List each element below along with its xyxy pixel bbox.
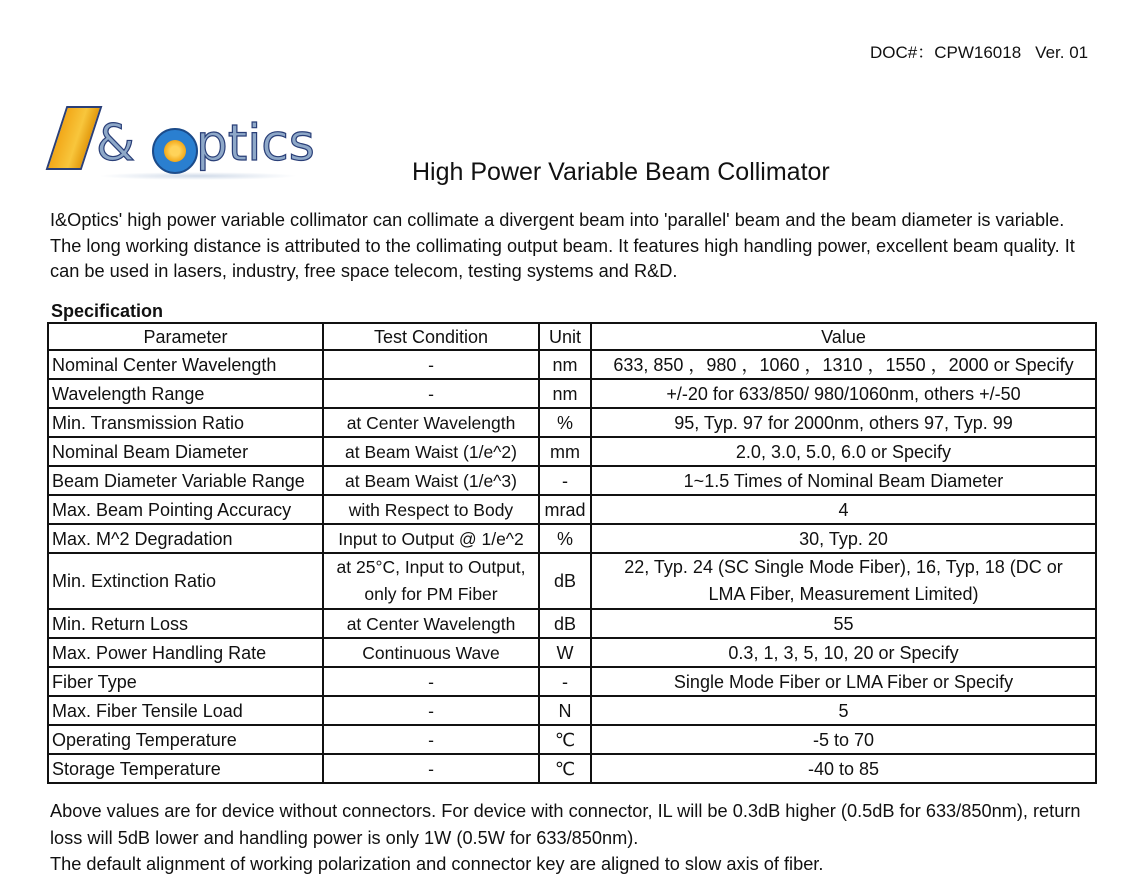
table-row: [48, 408, 1096, 437]
value-cell: 0.3, 1, 3, 5, 10, 20 or Specify: [591, 638, 1096, 667]
value-cell: 55: [591, 609, 1096, 638]
parameter-cell: Min. Extinction Ratio: [48, 553, 323, 609]
header-unit: Unit: [539, 323, 591, 350]
table-row: [48, 350, 1096, 379]
condition-cell: -: [323, 725, 539, 754]
company-logo: [48, 100, 318, 190]
table-row: [48, 667, 1096, 696]
value-cell: Single Mode Fiber or LMA Fiber or Specify: [591, 667, 1096, 696]
unit-cell: nm: [539, 379, 591, 408]
parameter-cell: Storage Temperature: [48, 754, 323, 783]
document-number-header: [870, 38, 1088, 63]
value-cell: 4: [591, 495, 1096, 524]
parameter-cell: Min. Transmission Ratio: [48, 408, 323, 437]
notes-section: [50, 798, 1110, 878]
unit-cell: dB: [539, 553, 591, 609]
condition-cell: Input to Output @ 1/e^2: [323, 524, 539, 553]
value-line: 22, Typ. 24 (SC Single Mode Fiber), 16, Typ, 18 (DC or: [624, 557, 1063, 577]
unit-cell: %: [539, 524, 591, 553]
parameter-cell: Fiber Type: [48, 667, 323, 696]
condition-cell: Continuous Wave: [323, 638, 539, 667]
unit-cell: W: [539, 638, 591, 667]
intro-paragraph: I&Optics' high power variable collimator can collimate a divergent beam into 'parallel' beam and the beam diameter is variable. The long working distance is attributed to the collimating output beam. It features high handling power, excellent beam quality. It can be used in lasers, industry, free space telecom, testing systems and R&D.: [50, 210, 1075, 281]
header-value: Value: [591, 323, 1096, 350]
condition-cell: -: [323, 667, 539, 696]
parameter-cell: Max. Beam Pointing Accuracy: [48, 495, 323, 524]
parameter-cell: Max. M^2 Degradation: [48, 524, 323, 553]
parameter-cell: Beam Diameter Variable Range: [48, 466, 323, 495]
unit-cell: -: [539, 667, 591, 696]
condition-line: at 25°C, Input to Output,: [336, 557, 526, 577]
value-cell: [591, 553, 1096, 609]
parameter-cell: Nominal Beam Diameter: [48, 437, 323, 466]
parameter-cell: Nominal Center Wavelength: [48, 350, 323, 379]
condition-line: only for PM Fiber: [364, 584, 498, 604]
logo-shadow: [98, 172, 298, 180]
unit-cell: mrad: [539, 495, 591, 524]
table-row: [48, 524, 1096, 553]
value-cell: 30, Typ. 20: [591, 524, 1096, 553]
logo-o-circle-icon: [152, 128, 198, 174]
value-cell: 633, 850 ，980 ，1060 ，1310 ，1550 ，2000 or Specify: [591, 350, 1096, 379]
unit-cell: dB: [539, 609, 591, 638]
table-row: [48, 553, 1096, 609]
table-row: [48, 466, 1096, 495]
condition-cell: -: [323, 379, 539, 408]
value-cell: 5: [591, 696, 1096, 725]
table-row: [48, 638, 1096, 667]
value-cell: -5 to 70: [591, 725, 1096, 754]
table-header-row: [48, 323, 1096, 350]
condition-cell: at Beam Waist (1/e^3): [323, 466, 539, 495]
document-version: Ver. 01: [1035, 43, 1089, 62]
unit-cell: mm: [539, 437, 591, 466]
parameter-cell: Min. Return Loss: [48, 609, 323, 638]
value-cell: 2.0, 3.0, 5.0, 6.0 or Specify: [591, 437, 1096, 466]
header-parameter: Parameter: [48, 323, 323, 350]
parameter-cell: Operating Temperature: [48, 725, 323, 754]
logo-i-mark: [46, 106, 103, 170]
condition-cell: -: [323, 754, 539, 783]
document-number: DOC#：CPW16018: [870, 43, 1022, 62]
unit-cell: -: [539, 466, 591, 495]
unit-cell: ℃: [539, 725, 591, 754]
condition-cell: with Respect to Body: [323, 495, 539, 524]
specification-heading: Specification: [51, 301, 164, 321]
condition-cell: -: [323, 350, 539, 379]
table-row: [48, 437, 1096, 466]
condition-cell: at Center Wavelength: [323, 609, 539, 638]
condition-cell: [323, 553, 539, 609]
value-cell: 1~1.5 Times of Nominal Beam Diameter: [591, 466, 1096, 495]
table-row: [48, 725, 1096, 754]
unit-cell: N: [539, 696, 591, 725]
logo-ampersand: &: [96, 114, 135, 172]
logo-ptics-text: ptics: [196, 114, 315, 172]
parameter-cell: Wavelength Range: [48, 379, 323, 408]
condition-cell: at Center Wavelength: [323, 408, 539, 437]
parameter-cell: Max. Power Handling Rate: [48, 638, 323, 667]
table-row: [48, 495, 1096, 524]
header-test-condition: Test Condition: [323, 323, 539, 350]
page-title: High Power Variable Beam Collimator: [412, 158, 830, 186]
value-cell: 95, Typ. 97 for 2000nm, others 97, Typ. 99: [591, 408, 1096, 437]
unit-cell: %: [539, 408, 591, 437]
value-cell: +/-20 for 633/850/ 980/1060nm, others +/-50: [591, 379, 1096, 408]
value-cell: -40 to 85: [591, 754, 1096, 783]
condition-cell: -: [323, 696, 539, 725]
note-paragraph: Above values are for device without connectors. For device with connector, IL will be 0.3dB higher (0.5dB for 633/850nm), return loss will 5dB lower and handling power is only 1W (0.5W for 633/850nm).: [50, 801, 1081, 848]
table-row: [48, 754, 1096, 783]
table-row: [48, 379, 1096, 408]
unit-cell: nm: [539, 350, 591, 379]
specification-table: [47, 322, 1097, 784]
note-paragraph: The default alignment of working polarization and connector key are aligned to slow axis of fiber.: [50, 854, 824, 874]
parameter-cell: Max. Fiber Tensile Load: [48, 696, 323, 725]
table-row: [48, 609, 1096, 638]
value-line: LMA Fiber, Measurement Limited): [708, 584, 979, 604]
table-row: [48, 696, 1096, 725]
condition-cell: at Beam Waist (1/e^2): [323, 437, 539, 466]
unit-cell: ℃: [539, 754, 591, 783]
